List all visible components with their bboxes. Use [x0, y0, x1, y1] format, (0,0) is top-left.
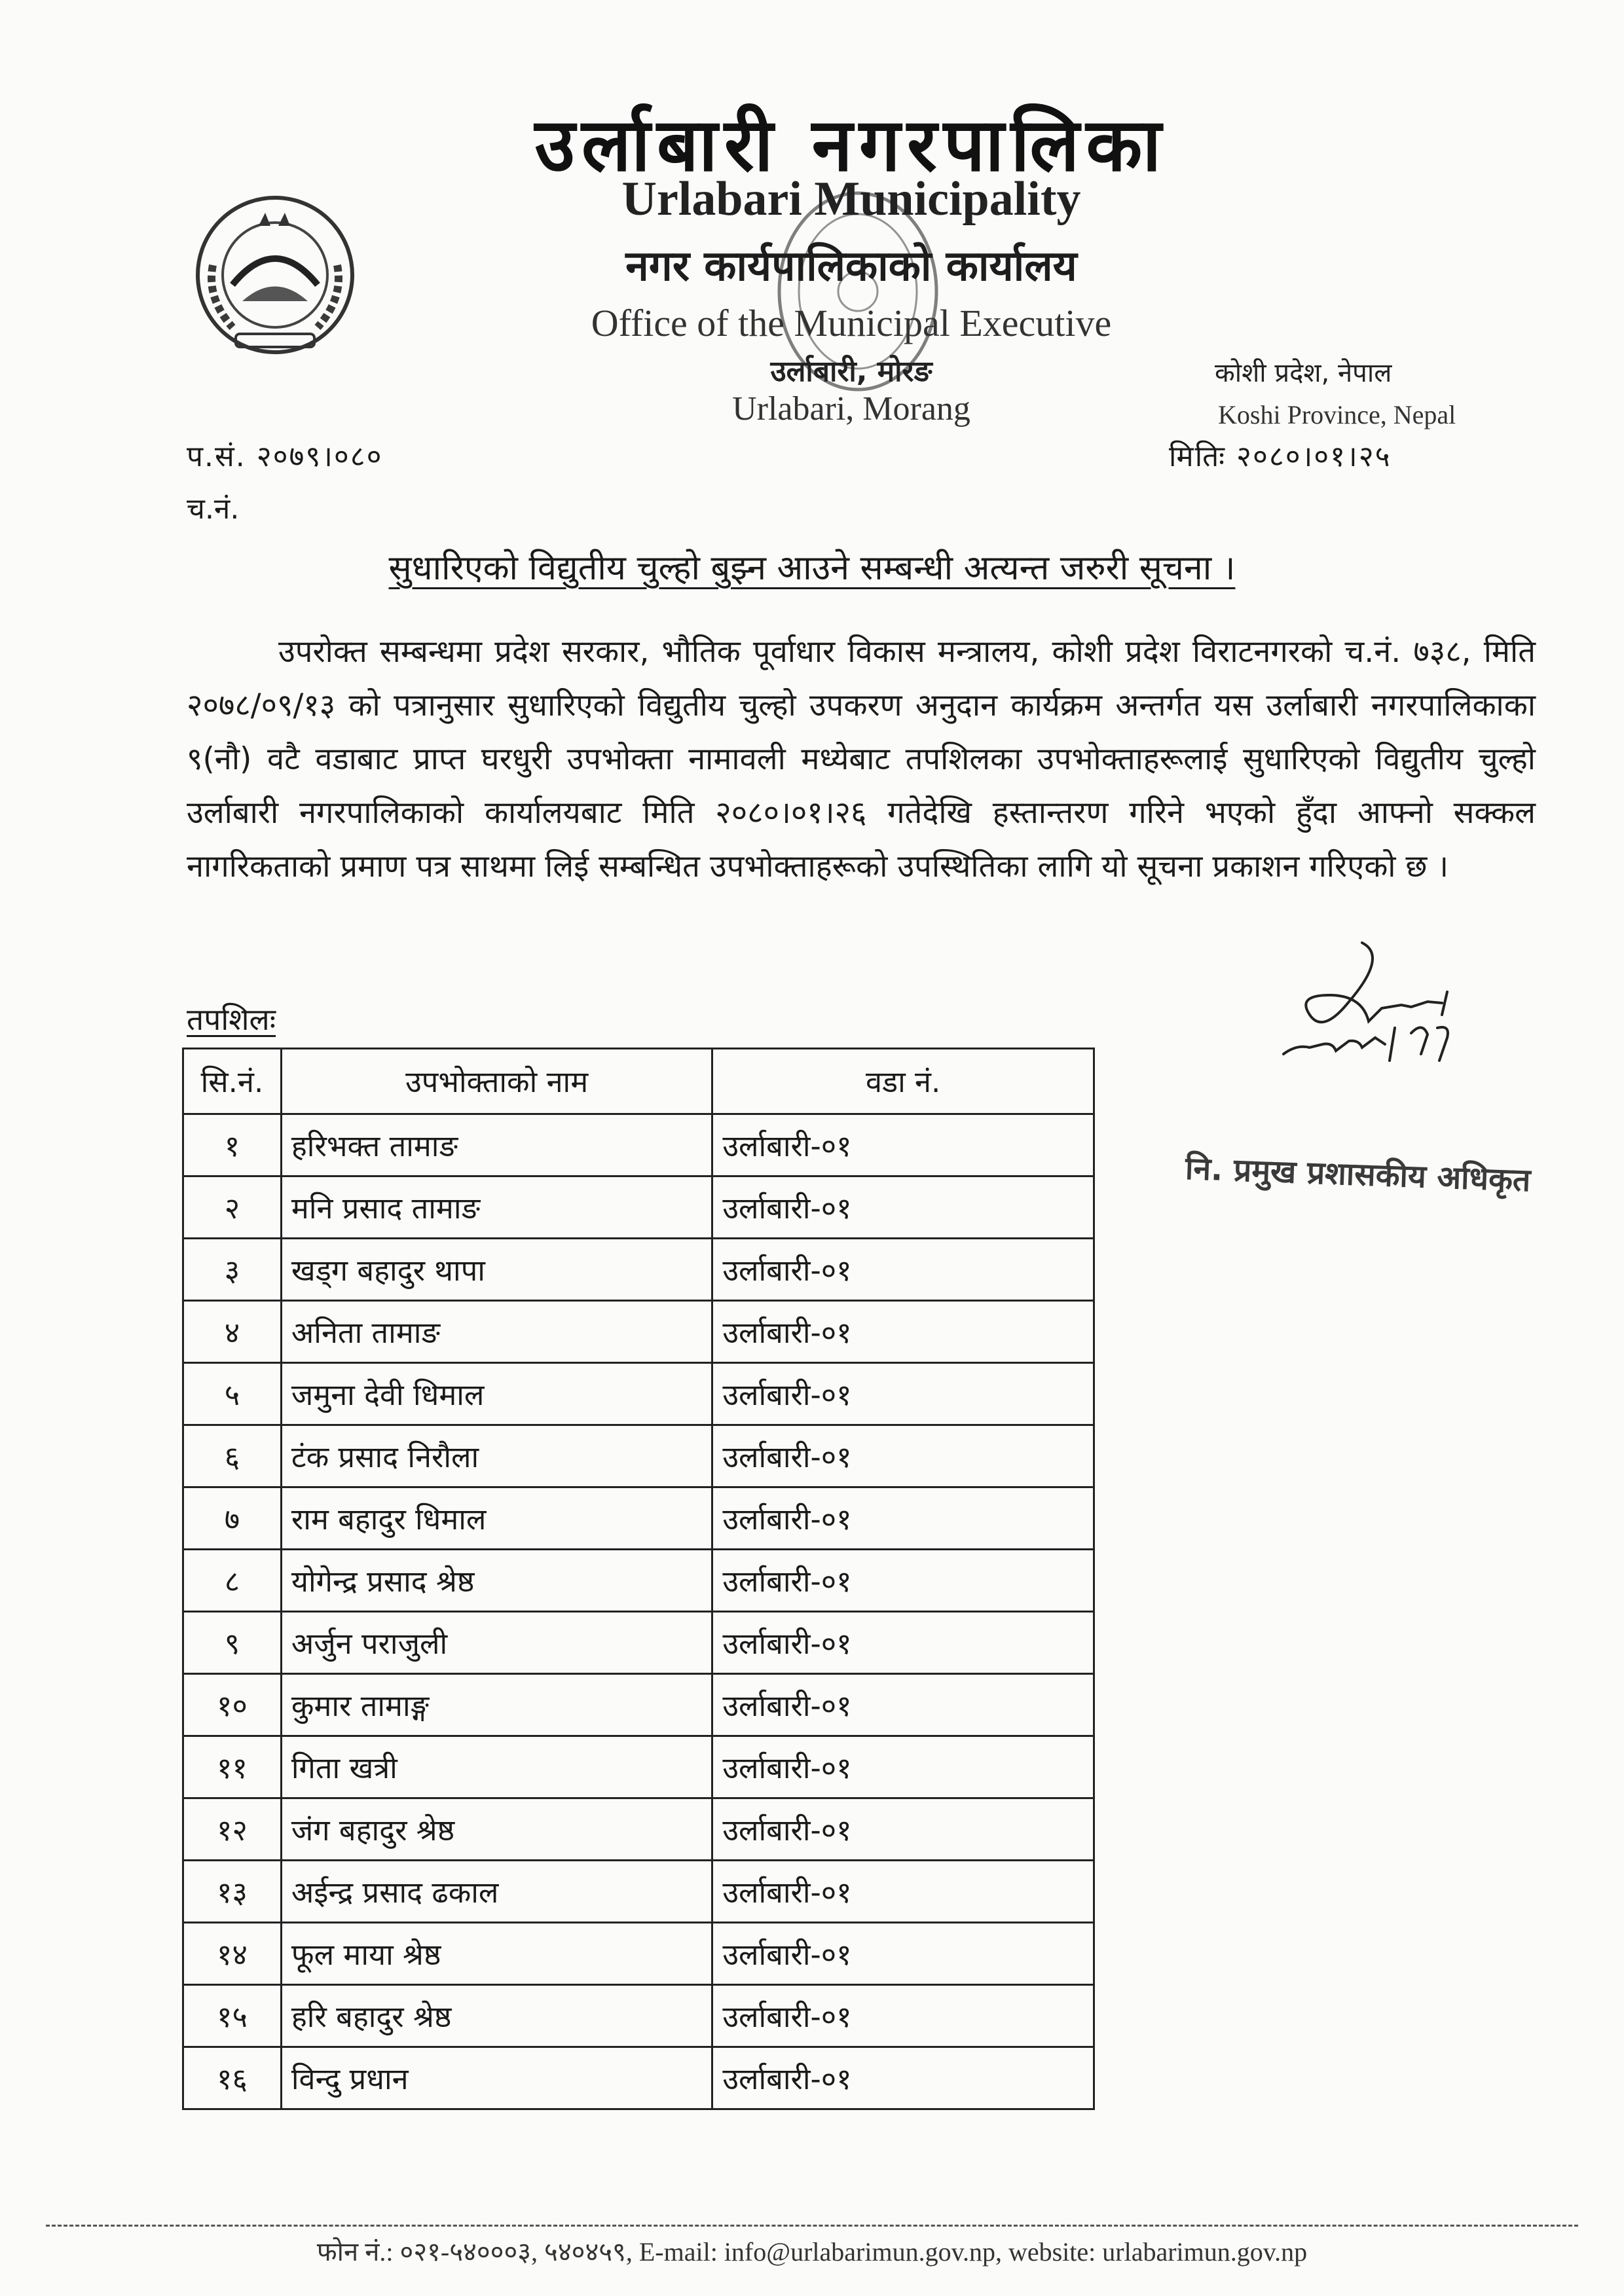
table-header-row	[183, 1049, 1094, 1114]
table-row	[183, 1425, 1094, 1487]
cell-serial-number: ९	[183, 1612, 282, 1674]
cell-beneficiary-name: गिता खत्री	[281, 1736, 712, 1798]
table-row	[183, 1985, 1094, 2047]
province-english: Koshi Province, Nepal	[1218, 400, 1456, 429]
cell-ward-number: उर्लाबारी-०१	[712, 1550, 1094, 1612]
notice-subject: सुधारिएको विद्युतीय चुल्हो बुझ्न आउने सम्बन्धी अत्यन्त जरुरी सूचना ।	[388, 549, 1236, 588]
letter-date: मितिः २०८०।०१।२५	[1169, 440, 1392, 473]
cell-beneficiary-name: हरि बहादुर श्रेष्ठ	[281, 1985, 712, 2047]
cell-serial-number: १	[183, 1114, 282, 1176]
cell-ward-number: उर्लाबारी-०१	[712, 1861, 1094, 1923]
beneficiary-table	[182, 1048, 1095, 2110]
header-beneficiary-name: उपभोक्ताको नाम	[281, 1049, 712, 1114]
cell-beneficiary-name: विन्दु प्रधान	[281, 2047, 712, 2109]
cell-serial-number: २	[183, 1176, 282, 1239]
table-row	[183, 1176, 1094, 1239]
table-body	[183, 1114, 1094, 2109]
cell-beneficiary-name: कुमार तामाङ्ग	[281, 1674, 712, 1736]
letter-reference-number: प.सं. २०७९।०८०	[187, 440, 383, 473]
cell-beneficiary-name: जमुना देवी धिमाल	[281, 1363, 712, 1425]
table-row	[183, 1363, 1094, 1425]
place-english: Urlabari, Morang	[732, 390, 970, 428]
cell-beneficiary-name: योगेन्द्र प्रसाद श्रेष्ठ	[281, 1550, 712, 1612]
table-row	[183, 1674, 1094, 1736]
table-row	[183, 2047, 1094, 2109]
cell-ward-number: उर्लाबारी-०१	[712, 1674, 1094, 1736]
table-row	[183, 1736, 1094, 1798]
table-row	[183, 1923, 1094, 1985]
cell-ward-number: उर्लाबारी-०१	[712, 1736, 1094, 1798]
footer-contact: फोन नं.: ०२१-५४०००३, ५४०४५९, E-mail: info@urlabarimun.gov.np, website: urlabarimun.gov.np	[316, 2237, 1308, 2267]
cell-ward-number: उर्लाबारी-०१	[712, 1425, 1094, 1487]
footer-divider	[46, 2225, 1578, 2227]
cell-beneficiary-name: टंक प्रसाद निरौला	[281, 1425, 712, 1487]
cell-beneficiary-name: राम बहादुर धिमाल	[281, 1487, 712, 1550]
municipality-name-english: Urlabari Municipality	[621, 172, 1081, 226]
cell-beneficiary-name: हरिभक्त तामाङ	[281, 1114, 712, 1176]
table-row	[183, 1487, 1094, 1550]
table-row	[183, 1861, 1094, 1923]
cell-serial-number: ८	[183, 1550, 282, 1612]
handwritten-signature-icon	[1270, 930, 1519, 1126]
notice-body: उपरोक्त सम्बन्धमा प्रदेश सरकार, भौतिक पूर्वाधार विकास मन्त्रालय, कोशी प्रदेश विराटनगरको च.नं. ७३८, मिति २०७८/०९/१३ को पत्रानुसार सुधारिएको विद्युतीय चुल्हो उपकरण अनुदान कार्यक्रम अन्तर्गत यस उर्लाबारी नगरपालिकाका ९(नौ) वटै वडाबाट प्राप्त घरधुरी उपभोक्ता नामावली मध्येबाट तपशिलका उपभोक्ताहरूलाई सुधारिएको विद्युतीय चुल्हो उर्लाबारी नगरपालिकाको कार्यालयबाट मिति २०८०।०१।२६ गतेदेखि हस्तान्तरण गरिने भएको हुँदा आफ्नो सक्कल नागरिकताको प्रमाण पत्र साथमा लिई सम्बन्धित उपभोक्ताहरूको उपस्थितिका लागि यो सूचना प्रकाशन गरिएको छ ।	[187, 634, 1536, 884]
cell-serial-number: १२	[183, 1798, 282, 1861]
municipality-name-nepali: उर्लाबारी नगरपालिका	[534, 103, 1168, 188]
cell-serial-number: ७	[183, 1487, 282, 1550]
cell-ward-number: उर्लाबारी-०१	[712, 1176, 1094, 1239]
cell-ward-number: उर्लाबारी-०१	[712, 1985, 1094, 2047]
cell-serial-number: १३	[183, 1861, 282, 1923]
cell-beneficiary-name: मनि प्रसाद तामाङ	[281, 1176, 712, 1239]
cell-beneficiary-name: फूल माया श्रेष्ठ	[281, 1923, 712, 1985]
cell-serial-number: ५	[183, 1363, 282, 1425]
cell-beneficiary-name: अईन्द्र प्रसाद ढकाल	[281, 1861, 712, 1923]
cell-ward-number: उर्लाबारी-०१	[712, 1114, 1094, 1176]
table-row	[183, 1798, 1094, 1861]
header-ward-number: वडा नं.	[712, 1049, 1094, 1114]
table-row	[183, 1301, 1094, 1363]
cell-ward-number: उर्लाबारी-०१	[712, 1923, 1094, 1985]
table-row	[183, 1612, 1094, 1674]
cell-serial-number: १५	[183, 1985, 282, 2047]
cell-serial-number: ११	[183, 1736, 282, 1798]
place-nepali: उर्लाबारी, मोरङ	[770, 355, 932, 388]
dispatch-number: च.नं.	[187, 492, 240, 526]
details-label: तपशिलः	[187, 1002, 276, 1037]
cell-ward-number: उर्लाबारी-०१	[712, 1487, 1094, 1550]
cell-serial-number: १०	[183, 1674, 282, 1736]
table-row	[183, 1114, 1094, 1176]
cell-ward-number: उर्लाबारी-०१	[712, 1301, 1094, 1363]
table-row	[183, 1239, 1094, 1301]
office-name-english: Office of the Municipal Executive	[591, 302, 1112, 344]
cell-ward-number: उर्लाबारी-०१	[712, 1239, 1094, 1301]
office-name-nepali: नगर कार्यपालिकाको कार्यालय	[625, 242, 1077, 291]
cell-beneficiary-name: खड्ग बहादुर थापा	[281, 1239, 712, 1301]
cell-serial-number: ६	[183, 1425, 282, 1487]
cell-serial-number: ४	[183, 1301, 282, 1363]
cell-ward-number: उर्लाबारी-०१	[712, 2047, 1094, 2109]
cell-beneficiary-name: जंग बहादुर श्रेष्ठ	[281, 1798, 712, 1861]
cell-serial-number: १६	[183, 2047, 282, 2109]
province-nepali: कोशी प्रदेश, नेपाल	[1215, 358, 1392, 388]
header-serial-number: सि.नं.	[183, 1049, 282, 1114]
cell-serial-number: १४	[183, 1923, 282, 1985]
table-row	[183, 1550, 1094, 1612]
cell-ward-number: उर्लाबारी-०१	[712, 1798, 1094, 1861]
cell-ward-number: उर्लाबारी-०१	[712, 1612, 1094, 1674]
cell-serial-number: ३	[183, 1239, 282, 1301]
signatory-designation: नि. प्रमुख प्रशासकीय अधिकृत	[1185, 1150, 1532, 1199]
cell-ward-number: उर्लाबारी-०१	[712, 1363, 1094, 1425]
cell-beneficiary-name: अर्जुन पराजुली	[281, 1612, 712, 1674]
cell-beneficiary-name: अनिता तामाङ	[281, 1301, 712, 1363]
